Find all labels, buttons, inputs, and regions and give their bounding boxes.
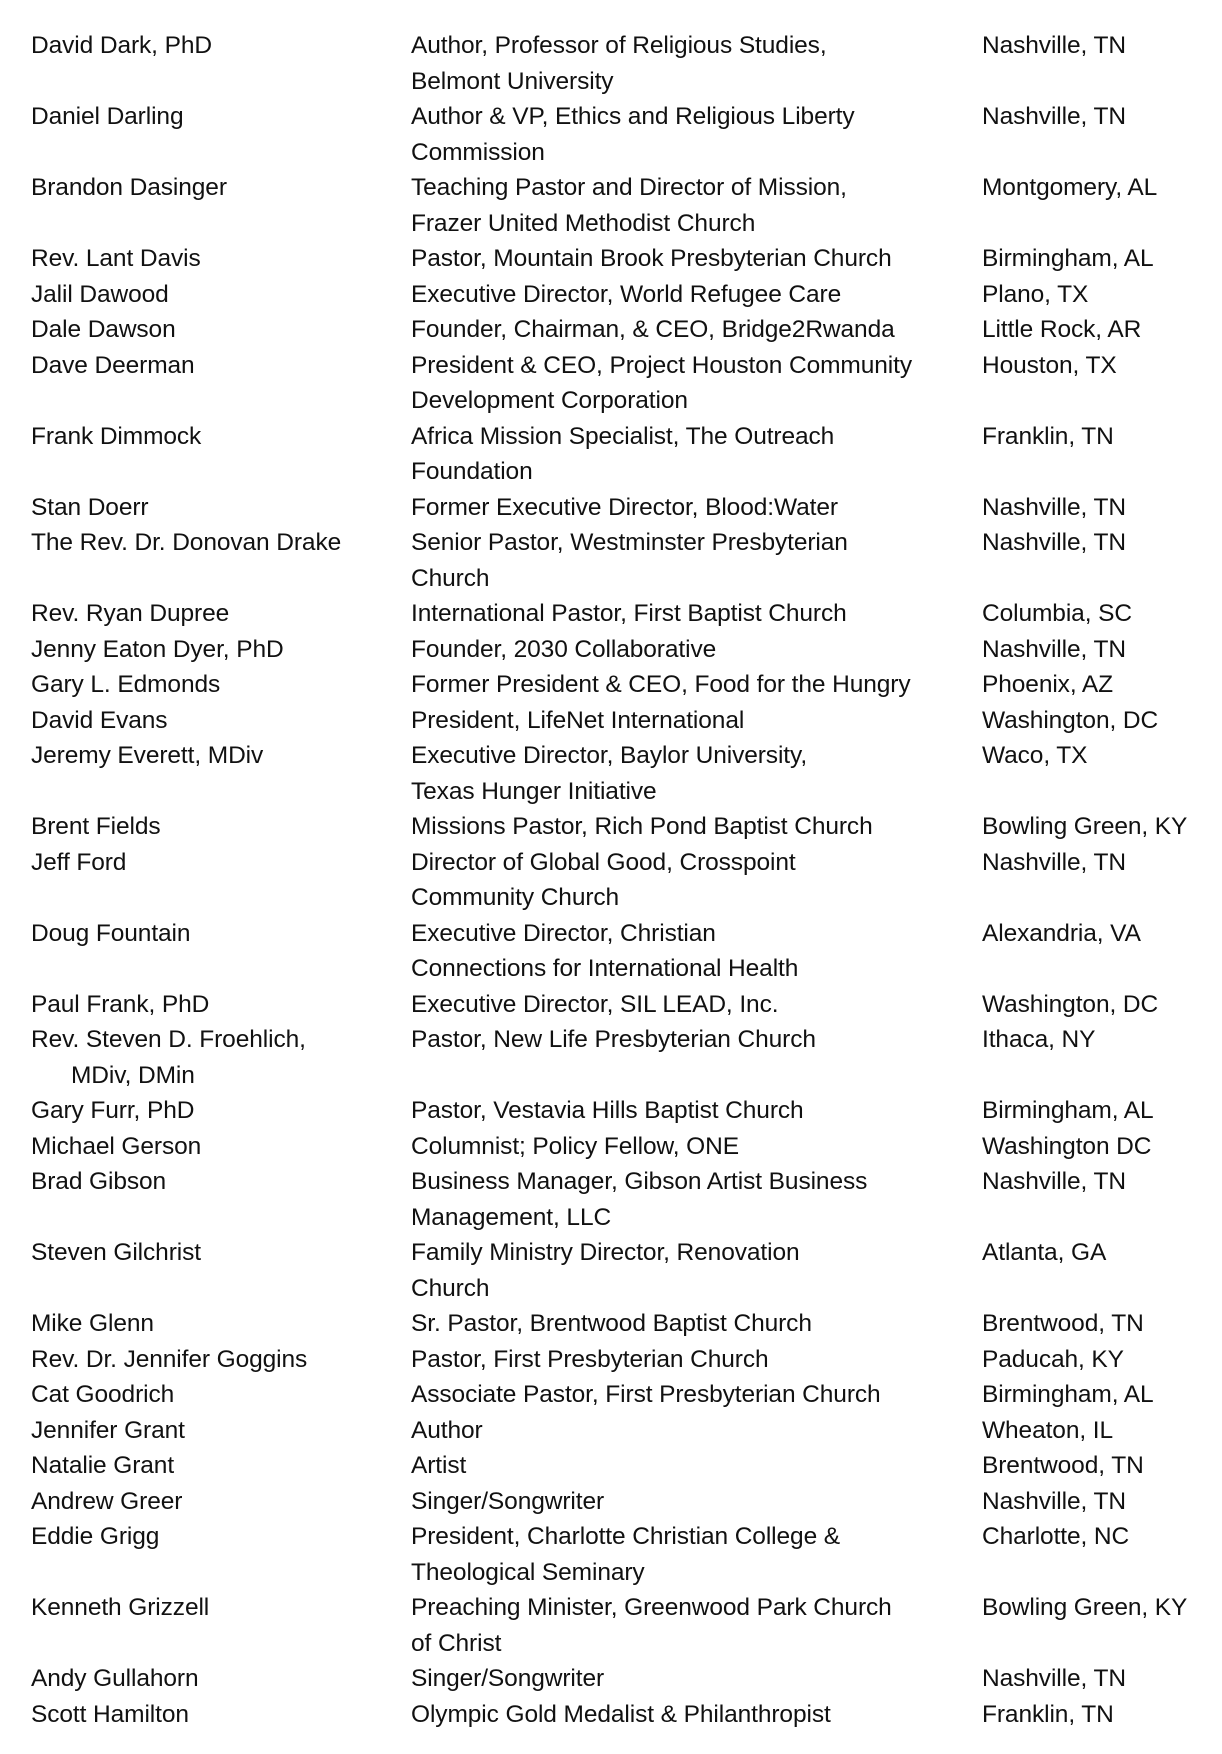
signatory-name-line: Dave Deerman — [31, 351, 195, 379]
signatory-name — [0, 667, 380, 703]
signatory-title — [380, 596, 951, 632]
signatory-name-line: Steven Gilchrist — [31, 1239, 201, 1266]
signatory-location: Brentwood, TN — [982, 1310, 1144, 1337]
signatory-name-line: Jeff Ford — [31, 848, 127, 876]
signatory-title — [380, 1448, 951, 1484]
table-row — [0, 312, 1222, 348]
table-row — [0, 1235, 1222, 1306]
signatory-name-line: Dale Dawson — [31, 316, 176, 343]
signatory-location: Nashville, TN — [982, 32, 1126, 59]
signatory-name — [0, 1484, 380, 1520]
signatory-title-line: Former Executive Director, Blood:Water — [411, 493, 838, 521]
table-row — [0, 28, 1222, 99]
signatory-title-line: Executive Director, Christian — [411, 919, 716, 947]
table-row — [0, 241, 1222, 277]
signatory-name-line: Rev. Ryan Dupree — [31, 600, 230, 627]
signatory-name — [0, 1377, 380, 1413]
signatory-title-line: Frazer United Methodist Church — [411, 209, 756, 237]
signatory-title-line: Sr. Pastor, Brentwood Baptist Church — [411, 1310, 812, 1337]
signatory-title-line: Senior Pastor, Westminster Presbyterian — [411, 529, 848, 556]
signatory-name-line: Doug Fountain — [31, 919, 191, 947]
signatory-name — [0, 490, 380, 526]
signatory-location: Little Rock, AR — [982, 316, 1142, 343]
signatory-title-line: Singer/Songwriter — [411, 1487, 605, 1515]
signatory-location: Alexandria, VA — [982, 919, 1141, 947]
signatory-title — [380, 525, 951, 596]
signatory-name-line: Frank Dimmock — [31, 422, 202, 450]
table-row — [0, 1519, 1222, 1590]
signatory-name — [0, 1022, 380, 1093]
signatory-name-line: Gary L. Edmonds — [31, 671, 221, 698]
table-row — [0, 277, 1222, 313]
signatory-title-line: Church — [411, 564, 490, 592]
signatory-title-line: Belmont University — [411, 67, 614, 95]
table-row — [0, 1448, 1222, 1484]
signatory-title-line: Commission — [411, 138, 545, 166]
signatory-title — [380, 241, 951, 277]
signatory-location: Nashville, TN — [982, 493, 1126, 521]
signatory-title-line: Missions Pastor, Rich Pond Baptist Church — [411, 813, 873, 840]
signatory-name — [0, 916, 380, 987]
signatory-title — [380, 1164, 951, 1235]
signatory-title — [380, 845, 951, 916]
signatory-title — [380, 809, 951, 845]
signatory-location: Paducah, KY — [982, 1345, 1124, 1373]
signatory-location: Birmingham, AL — [982, 245, 1154, 272]
signatory-title — [380, 1519, 951, 1590]
signatory-name-line: Rev. Steven D. Froehlich, — [31, 1026, 306, 1053]
signatory-location: Brentwood, TN — [982, 1452, 1144, 1479]
signatory-title — [380, 1306, 951, 1342]
signatory-name-line: Jenny Eaton Dyer, PhD — [31, 635, 284, 663]
signatory-title-line: Business Manager, Gibson Artist Business — [411, 1168, 868, 1195]
signatory-title-line: Africa Mission Specialist, The Outreach — [411, 422, 835, 450]
signatory-title-line: Community Church — [411, 884, 620, 911]
signatory-name — [0, 1697, 380, 1733]
signatory-title-line: Founder, Chairman, & CEO, Bridge2Rwanda — [411, 316, 895, 343]
signatory-title-line: International Pastor, First Baptist Church — [411, 600, 847, 627]
signatory-title-line: Author — [411, 1416, 483, 1444]
signatory-location: Franklin, TN — [982, 1700, 1114, 1728]
signatory-name-line: David Evans — [31, 706, 168, 734]
signatory-title — [380, 170, 951, 241]
signatory-title-line: Pastor, Mountain Brook Presbyterian Church — [411, 245, 892, 272]
signatory-name-line: Andrew Greer — [31, 1487, 183, 1515]
signatory-name — [0, 1342, 380, 1378]
signatory-title-line: Teaching Pastor and Director of Mission, — [411, 174, 847, 201]
signatory-location: Birmingham, AL — [982, 1381, 1154, 1408]
signatory-name-line: Michael Gerson — [31, 1132, 202, 1160]
signatory-name-line: Cat Goodrich — [31, 1381, 175, 1408]
signatory-title — [380, 632, 951, 668]
signatory-title-line: Executive Director, World Refugee Care — [411, 280, 842, 308]
signatory-location: Montgomery, AL — [982, 174, 1158, 201]
signatory-title-line: Olympic Gold Medalist & Philanthropist — [411, 1700, 831, 1728]
table-row — [0, 490, 1222, 526]
signatory-location: Atlanta, GA — [982, 1239, 1107, 1266]
signatory-name — [0, 1306, 380, 1342]
signatory-name — [0, 987, 380, 1023]
signatory-title-line: of Christ — [411, 1629, 502, 1657]
signatory-title — [380, 916, 951, 987]
signatory-title-line: Pastor, New Life Presbyterian Church — [411, 1026, 816, 1053]
signatory-title — [380, 1342, 951, 1378]
signatory-title — [380, 1022, 951, 1093]
table-row — [0, 809, 1222, 845]
signatory-title — [380, 703, 951, 739]
signatory-title-line: President & CEO, Project Houston Community — [411, 351, 912, 379]
signatory-location: Washington, DC — [982, 990, 1159, 1018]
table-row — [0, 845, 1222, 916]
signatory-name-line: Jennifer Grant — [31, 1416, 185, 1444]
signatory-name — [0, 703, 380, 739]
signatory-name-line: Natalie Grant — [31, 1452, 175, 1479]
signatory-name — [0, 1661, 380, 1697]
signatory-title-line: Development Corporation — [411, 387, 688, 414]
signatory-name — [0, 419, 380, 490]
signatory-name — [0, 1590, 380, 1661]
signatory-title — [380, 490, 951, 526]
signatory-title-line: President, LifeNet International — [411, 706, 745, 734]
signatory-name-line: Stan Doerr — [31, 493, 149, 521]
signatory-name-line: Jeremy Everett, MDiv — [31, 742, 264, 769]
signatory-title-line: Author & VP, Ethics and Religious Liberty — [411, 103, 855, 130]
signatory-location: Washington DC — [982, 1132, 1152, 1160]
signatory-name-line: Jalil Dawood — [31, 280, 169, 308]
signatory-name-line: Eddie Grigg — [31, 1523, 160, 1550]
signatory-name — [0, 99, 380, 170]
signatory-location: Wheaton, IL — [982, 1416, 1114, 1444]
signatory-title-line: Author, Professor of Religious Studies, — [411, 32, 827, 59]
signatory-title-line: Director of Global Good, Crosspoint — [411, 848, 796, 876]
signatory-name — [0, 170, 380, 241]
signatory-name-line: Brad Gibson — [31, 1168, 167, 1195]
signatory-location: Charlotte, NC — [982, 1523, 1130, 1550]
table-row — [0, 632, 1222, 668]
signatory-title — [380, 1484, 951, 1520]
signatory-title-line: Preaching Minister, Greenwood Park Church — [411, 1594, 892, 1621]
signatory-title-line: Associate Pastor, First Presbyterian Church — [411, 1381, 881, 1408]
signatory-title-line: Theological Seminary — [411, 1558, 645, 1586]
signatory-title — [380, 1093, 951, 1129]
signatory-name-line: Brandon Dasinger — [31, 174, 227, 201]
table-row — [0, 1697, 1222, 1733]
signatory-location: Birmingham, AL — [982, 1097, 1154, 1124]
signatory-location: Columbia, SC — [982, 600, 1132, 627]
signatory-name-line: Kenneth Grizzell — [31, 1594, 210, 1621]
signatory-name — [0, 1129, 380, 1165]
table-row — [0, 1129, 1222, 1165]
signatory-name-line: Gary Furr, PhD — [31, 1097, 195, 1124]
table-row — [0, 596, 1222, 632]
signatory-title — [380, 1129, 951, 1165]
signatory-name-line: The Rev. Dr. Donovan Drake — [31, 529, 342, 556]
signatory-name — [0, 809, 380, 845]
signatory-location: Nashville, TN — [982, 103, 1126, 130]
signatory-title — [380, 1661, 951, 1697]
signatory-name — [0, 596, 380, 632]
table-row — [0, 987, 1222, 1023]
signatory-name — [0, 241, 380, 277]
signatory-name-line: Rev. Dr. Jennifer Goggins — [31, 1345, 308, 1373]
table-row — [0, 1306, 1222, 1342]
signatory-title-line: Artist — [411, 1452, 467, 1479]
signatory-name-line: Scott Hamilton — [31, 1700, 189, 1728]
table-row — [0, 1590, 1222, 1661]
signatory-name — [0, 348, 380, 419]
signatory-location: Houston, TX — [982, 351, 1117, 379]
signatory-name — [0, 525, 380, 596]
signatory-title — [380, 987, 951, 1023]
signatory-name-line: Daniel Darling — [31, 103, 184, 130]
signatory-title-line: Executive Director, SIL LEAD, Inc. — [411, 990, 779, 1018]
table-row — [0, 703, 1222, 739]
table-row — [0, 1661, 1222, 1697]
signatory-title — [380, 28, 951, 99]
signatory-title — [380, 348, 951, 419]
table-row — [0, 170, 1222, 241]
signatory-title-line: President, Charlotte Christian College & — [411, 1523, 841, 1550]
signatory-location: Franklin, TN — [982, 422, 1114, 450]
signatory-title — [380, 99, 951, 170]
signatory-name — [0, 845, 380, 916]
signatory-location: Bowling Green, KY — [982, 1594, 1188, 1621]
signatory-title — [380, 1590, 951, 1661]
signatory-name — [0, 1448, 380, 1484]
table-row — [0, 738, 1222, 809]
signatory-name-line: Brent Fields — [31, 813, 161, 840]
signatory-name — [0, 1413, 380, 1449]
signatory-title — [380, 667, 951, 703]
signatory-title — [380, 738, 951, 809]
signatory-location: Phoenix, AZ — [982, 671, 1114, 698]
signatory-location: Bowling Green, KY — [982, 813, 1188, 840]
table-row — [0, 1022, 1222, 1093]
signatory-name — [0, 1164, 380, 1235]
signatory-title-line: Pastor, First Presbyterian Church — [411, 1345, 769, 1373]
signatory-location: Nashville, TN — [982, 1168, 1126, 1195]
signatory-name — [0, 1519, 380, 1590]
signatory-title — [380, 419, 951, 490]
signatory-title-line: Founder, 2030 Collaborative — [411, 635, 717, 663]
signatory-location: Washington, DC — [982, 706, 1159, 734]
table-row — [0, 1342, 1222, 1378]
signatory-title — [380, 277, 951, 313]
signatory-title-line: Family Ministry Director, Renovation — [411, 1239, 800, 1266]
signatory-location: Ithaca, NY — [982, 1026, 1096, 1053]
signatory-name-line: Rev. Lant Davis — [31, 245, 201, 272]
signatory-location: Plano, TX — [982, 280, 1089, 308]
signatory-location: Waco, TX — [982, 742, 1088, 769]
signatory-title-line: Texas Hunger Initiative — [411, 777, 657, 805]
table-row — [0, 419, 1222, 490]
signatory-name-line: Paul Frank, PhD — [31, 990, 210, 1018]
signatory-name-line: Andy Gullahorn — [31, 1665, 199, 1692]
table-row — [0, 348, 1222, 419]
signatory-name-line: MDiv, DMin — [71, 1061, 195, 1089]
table-row — [0, 525, 1222, 596]
table-row — [0, 916, 1222, 987]
signatory-title-line: Foundation — [411, 458, 533, 485]
signatory-location: Nashville, TN — [982, 1487, 1126, 1515]
table-row — [0, 667, 1222, 703]
signatory-title-line: Management, LLC — [411, 1203, 612, 1231]
signatory-name — [0, 738, 380, 809]
signatory-title-line: Singer/Songwriter — [411, 1665, 605, 1692]
table-row — [0, 1484, 1222, 1520]
signatory-title — [380, 1697, 951, 1733]
signatory-location: Nashville, TN — [982, 635, 1126, 663]
signatory-name-line: Mike Glenn — [31, 1310, 154, 1337]
signatory-name — [0, 28, 380, 99]
signatory-name — [0, 1093, 380, 1129]
signatory-title-line: Church — [411, 1274, 490, 1302]
signatory-title-line: Connections for International Health — [411, 955, 799, 982]
table-row — [0, 1413, 1222, 1449]
table-row — [0, 99, 1222, 170]
signatory-title-line: Former President & CEO, Food for the Hungry — [411, 671, 911, 698]
table-row — [0, 1164, 1222, 1235]
signatory-location: Nashville, TN — [982, 1665, 1126, 1692]
table-row — [0, 1377, 1222, 1413]
signatory-title-line: Executive Director, Baylor University, — [411, 742, 808, 769]
signatory-title — [380, 312, 951, 348]
signatory-title-line: Columnist; Policy Fellow, ONE — [411, 1132, 739, 1160]
signatory-location: Nashville, TN — [982, 848, 1126, 876]
signatory-title — [380, 1235, 951, 1306]
signatory-title — [380, 1377, 951, 1413]
signatory-title-line: Pastor, Vestavia Hills Baptist Church — [411, 1097, 804, 1124]
signatory-table — [0, 28, 1222, 1732]
signatory-name — [0, 1235, 380, 1306]
table-row — [0, 1093, 1222, 1129]
signatory-name-line: David Dark, PhD — [31, 32, 212, 59]
signatory-name — [0, 277, 380, 313]
signatory-name — [0, 312, 380, 348]
signatory-location: Nashville, TN — [982, 529, 1126, 556]
signatory-title — [380, 1413, 951, 1449]
signatory-name — [0, 632, 380, 668]
